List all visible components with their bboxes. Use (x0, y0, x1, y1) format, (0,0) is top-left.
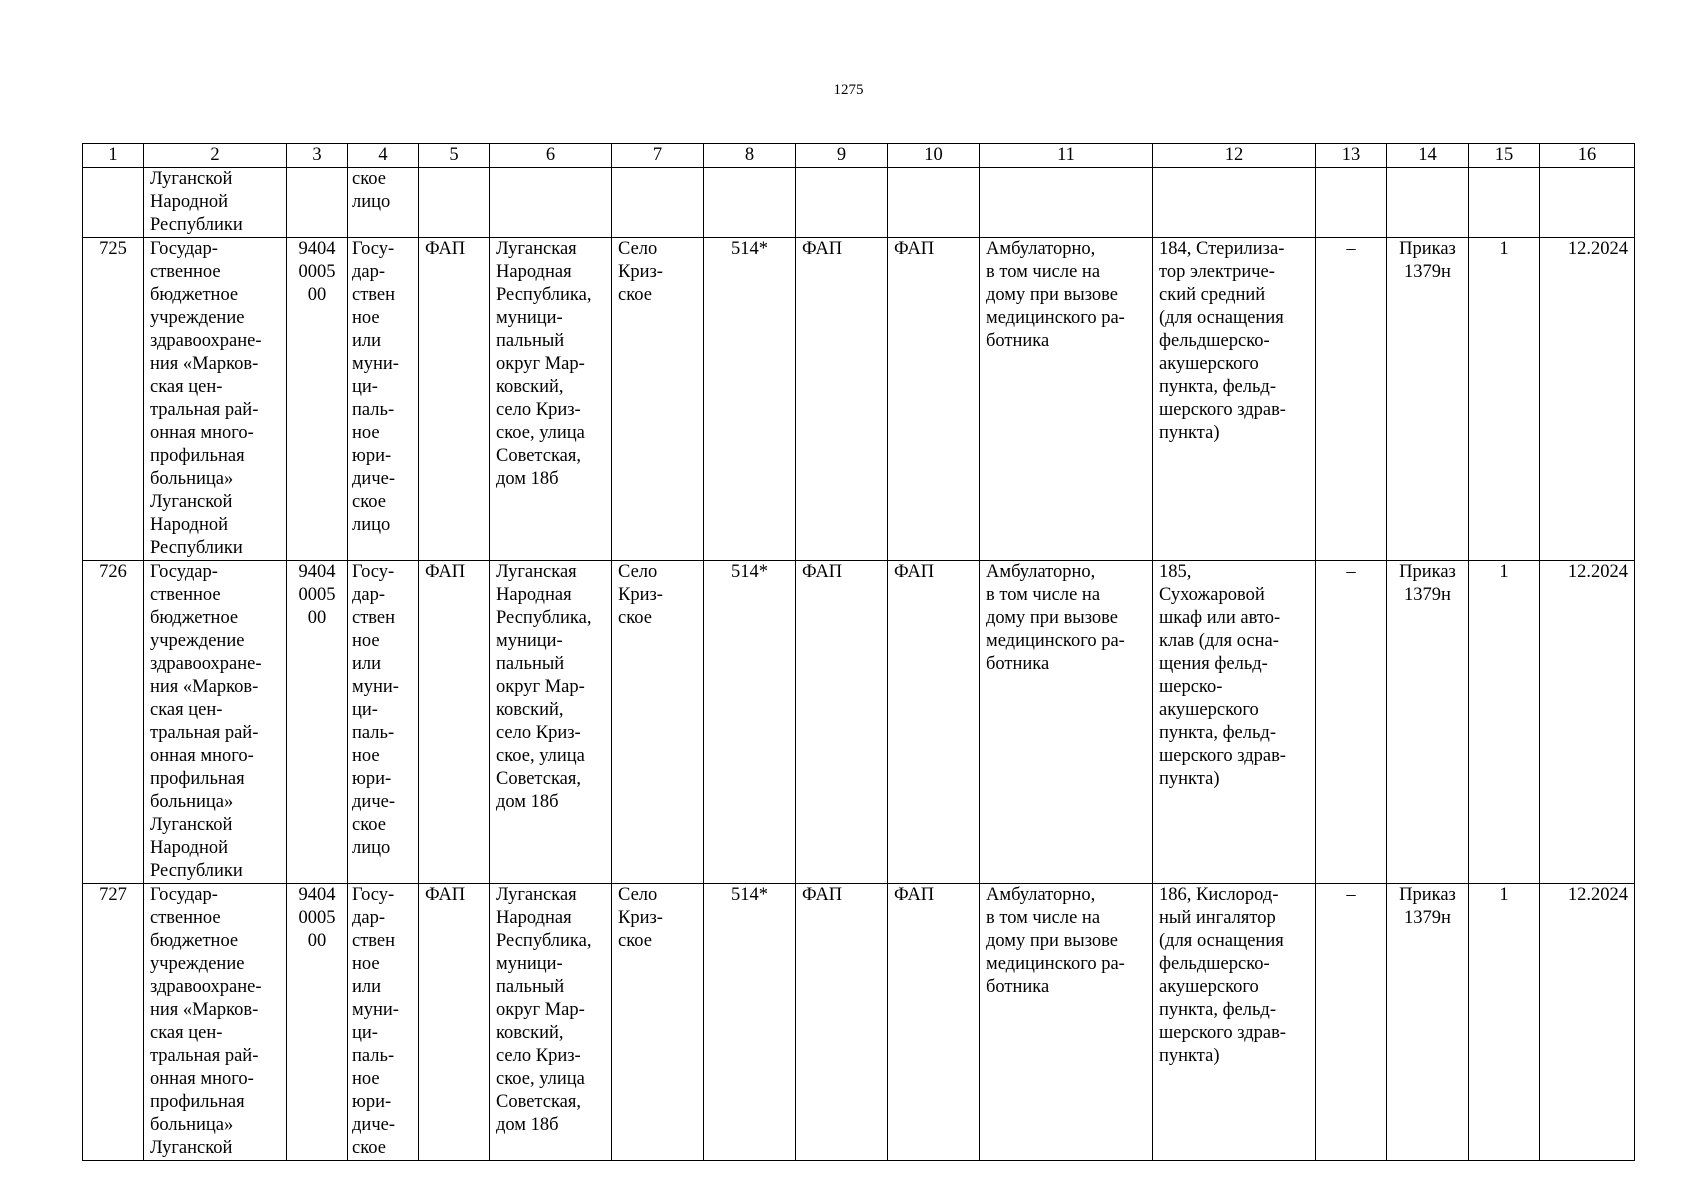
header-cell: 2 (144, 144, 287, 168)
legal-form-cell: ское лицо (348, 168, 419, 238)
address-cell: Луганская Народная Республика, муници- пальный округ Мар- ковский, село Криз- ское, улица Советская, дом 18б (490, 561, 612, 884)
order-cell: Приказ 1379н (1387, 884, 1469, 1161)
code-cell: 9404 0005 00 (287, 561, 348, 884)
unit-cell: ФАП (796, 884, 888, 1161)
header-row (83, 144, 1635, 168)
date-cell: 12.2024 (1540, 561, 1635, 884)
order-cell: Приказ 1379н (1387, 238, 1469, 561)
continuation-row (83, 168, 1635, 238)
header-cell: 14 (1387, 144, 1469, 168)
equipment-cell: 186, Кислород- ный ингалятор (для оснащения фельдшерско- акушерского пункта, фельд- шерского здрав- пункта) (1153, 884, 1316, 1161)
table-cell (1387, 168, 1469, 238)
table-cell (612, 168, 704, 238)
header-cell: 13 (1316, 144, 1387, 168)
type-cell: ФАП (419, 561, 490, 884)
type-cell: ФАП (419, 884, 490, 1161)
locality-cell: Село Криз- ское (612, 238, 704, 561)
legal-form-cell: Госу- дар- ствен ное или муни- ци- паль- ное юри- диче- ское лицо (348, 238, 419, 561)
table-cell (1316, 168, 1387, 238)
dash-cell: – (1316, 561, 1387, 884)
mode-cell: Амбулаторно, в том числе на дому при вызове медицинского ра- ботника (980, 884, 1153, 1161)
type-cell: ФАП (419, 238, 490, 561)
table-cell (287, 168, 348, 238)
locality-cell: Село Криз- ское (612, 561, 704, 884)
address-cell: Луганская Народная Республика, муници- пальный округ Мар- ковский, село Криз- ское, улица Советская, дом 18б (490, 884, 612, 1161)
header-cell: 8 (704, 144, 796, 168)
header-cell: 12 (1153, 144, 1316, 168)
header-cell: 6 (490, 144, 612, 168)
header-cell: 4 (348, 144, 419, 168)
mode-cell: Амбулаторно, в том числе на дому при вызове медицинского ра- ботника (980, 238, 1153, 561)
table-cell (796, 168, 888, 238)
quantity-cell: 1 (1469, 561, 1540, 884)
table-row (83, 238, 1635, 561)
dash-cell: – (1316, 884, 1387, 1161)
org-cell: Государ- ственное бюджетное учреждение здравоохране- ния «Марков- ская цен- тральная рай- онная много- профильная больница» Луганской (144, 884, 287, 1161)
page-number: 1275 (833, 82, 864, 98)
header-cell: 11 (980, 144, 1153, 168)
unit-cell: ФАП (888, 884, 980, 1161)
date-cell: 12.2024 (1540, 884, 1635, 1161)
row-number: 726 (83, 561, 144, 884)
date-cell: 12.2024 (1540, 238, 1635, 561)
value-cell: 514* (704, 238, 796, 561)
header-cell: 7 (612, 144, 704, 168)
unit-cell: ФАП (796, 238, 888, 561)
table-row (83, 561, 1635, 884)
value-cell: 514* (704, 884, 796, 1161)
address-cell: Луганская Народная Республика, муници- пальный округ Мар- ковский, село Криз- ское, улица Советская, дом 18б (490, 238, 612, 561)
quantity-cell: 1 (1469, 884, 1540, 1161)
header-cell: 1 (83, 144, 144, 168)
header-cell: 9 (796, 144, 888, 168)
unit-cell: ФАП (888, 238, 980, 561)
table-cell (704, 168, 796, 238)
header-cell: 10 (888, 144, 980, 168)
table-cell (1540, 168, 1635, 238)
equipment-cell: 184, Стерилиза- тор электриче- ский средний (для оснащения фельдшерско- акушерского пункта, фельд- шерского здрав- пункта) (1153, 238, 1316, 561)
value-cell: 514* (704, 561, 796, 884)
table-cell (419, 168, 490, 238)
table-cell (1153, 168, 1316, 238)
table-cell (980, 168, 1153, 238)
header-cell: 3 (287, 144, 348, 168)
row-number: 725 (83, 238, 144, 561)
equipment-cell: 185, Сухожаровой шкаф или авто- клав (для осна- щения фельд- шерско- акушерского пункта, фельд- шерского здрав- пункта) (1153, 561, 1316, 884)
unit-cell: ФАП (796, 561, 888, 884)
unit-cell: ФАП (888, 561, 980, 884)
legal-form-cell: Госу- дар- ствен ное или муни- ци- паль- ное юри- диче- ское (348, 884, 419, 1161)
row-number: 727 (83, 884, 144, 1161)
order-cell: Приказ 1379н (1387, 561, 1469, 884)
table-row (83, 884, 1635, 1161)
table-cell (490, 168, 612, 238)
table-cell (83, 168, 144, 238)
table-cell (888, 168, 980, 238)
org-cell: Луганской Народной Республики (144, 168, 287, 238)
quantity-cell: 1 (1469, 238, 1540, 561)
header-cell: 5 (419, 144, 490, 168)
mode-cell: Амбулаторно, в том числе на дому при вызове медицинского ра- ботника (980, 561, 1153, 884)
legal-form-cell: Госу- дар- ствен ное или муни- ци- паль- ное юри- диче- ское лицо (348, 561, 419, 884)
code-cell: 9404 0005 00 (287, 884, 348, 1161)
header-cell: 16 (1540, 144, 1635, 168)
table-cell (1469, 168, 1540, 238)
org-cell: Государ- ственное бюджетное учреждение здравоохране- ния «Марков- ская цен- тральная рай- онная много- профильная больница» Луганской Народной Республики (144, 561, 287, 884)
code-cell: 9404 0005 00 (287, 238, 348, 561)
dash-cell: – (1316, 238, 1387, 561)
header-cell: 15 (1469, 144, 1540, 168)
locality-cell: Село Криз- ское (612, 884, 704, 1161)
org-cell: Государ- ственное бюджетное учреждение здравоохране- ния «Марков- ская цен- тральная рай- онная много- профильная больница» Луганской Народной Республики (144, 238, 287, 561)
data-table (82, 143, 1635, 1161)
